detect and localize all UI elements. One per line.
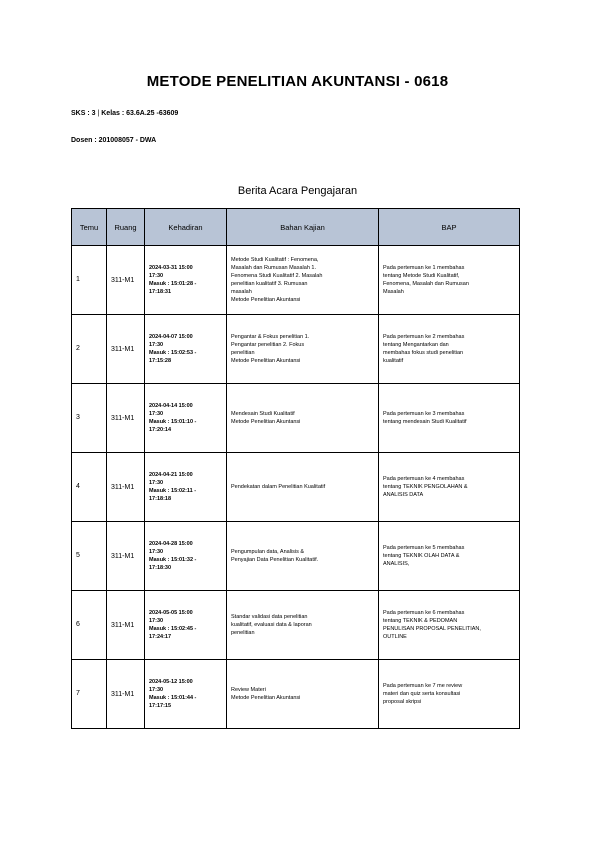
bahan-line: Standar validasi data penelitian <box>231 614 308 620</box>
bahan-line: Metode Penelitian Akuntansi <box>231 695 301 701</box>
cell-ruang: 311-M1 <box>107 660 145 729</box>
cell-temu: 6 <box>72 591 107 660</box>
cell-kehadiran <box>145 453 227 522</box>
bahan-line: Review Materi <box>231 687 266 693</box>
table-row <box>72 453 520 522</box>
bap-line: OUTLINE <box>383 634 407 640</box>
bap-line: Masalah <box>383 289 404 295</box>
bap-line: materi dan quiz serta konsultasi <box>383 691 461 697</box>
cell-ruang: 311-M1 <box>107 591 145 660</box>
kehadiran-line: Masuk : 15:01:10 - <box>149 419 197 425</box>
bap-line: Pada pertemuan ke 1 membahas <box>383 265 465 271</box>
bahan-line: Masalah dan Rumusan Masalah 1. <box>231 265 316 271</box>
kehadiran-line: 17:30 <box>149 480 164 486</box>
kehadiran-line: 17:30 <box>149 342 164 348</box>
table-header-row <box>72 209 520 246</box>
bap-line: tentang TEKNIK PENGOLAHAN & <box>383 484 468 490</box>
bahan-line: penelitian <box>231 350 255 356</box>
table-row <box>72 315 520 384</box>
cell-ruang: 311-M1 <box>107 522 145 591</box>
cell-kehadiran <box>145 315 227 384</box>
kehadiran-line: 17:24:17 <box>149 634 172 640</box>
kehadiran-line: 17:18:18 <box>149 496 172 502</box>
cell-ruang: 311-M1 <box>107 384 145 453</box>
cell-bap <box>379 384 520 453</box>
kehadiran-line: Masuk : 15:01:32 - <box>149 557 197 563</box>
bap-line: Pada pertemuan ke 4 membahas <box>383 476 465 482</box>
bahan-line: Pendekatan dalam Penelitian Kualitatif <box>231 484 326 490</box>
bap-line: Pada pertemuan ke 3 membahas <box>383 411 465 417</box>
cell-temu: 7 <box>72 660 107 729</box>
bahan-line: Metode Penelitian Akuntansi <box>231 358 301 364</box>
kehadiran-line: Masuk : 15:01:28 - <box>149 281 197 287</box>
cell-ruang: 311-M1 <box>107 246 145 315</box>
sks-label: SKS : 3 <box>71 110 96 117</box>
cell-bap <box>379 522 520 591</box>
bahan-line: Pengantar penelitian 2. Fokus <box>231 342 305 348</box>
kehadiran-line: Masuk : 15:02:45 - <box>149 626 197 632</box>
course-meta <box>71 110 178 117</box>
kelas-label: Kelas : 63.6A.25 -63609 <box>101 110 179 117</box>
bahan-line: Metode Studi Kualitatif : Fenomena, <box>231 257 319 263</box>
cell-bap <box>379 660 520 729</box>
cell-ruang: 311-M1 <box>107 453 145 522</box>
bap-line: Pada pertemuan ke 2 membahas <box>383 334 465 340</box>
kehadiran-line: 2024-04-07 15:00 <box>149 334 193 340</box>
bahan-line: penelitian kualitatif 3. Rumusan <box>231 281 308 287</box>
cell-ruang: 311-M1 <box>107 315 145 384</box>
cell-temu: 1 <box>72 246 107 315</box>
column-header-temu: Temu <box>72 209 107 246</box>
column-header-bahan-kajian: Bahan Kajian <box>227 209 379 246</box>
cell-kehadiran <box>145 660 227 729</box>
kehadiran-line: 17:18:30 <box>149 565 172 571</box>
cell-bap <box>379 315 520 384</box>
cell-kehadiran <box>145 522 227 591</box>
cell-temu: 3 <box>72 384 107 453</box>
bahan-line: penelitian <box>231 630 255 636</box>
bap-line: tentang Mengantarkan dan <box>383 342 449 348</box>
kehadiran-line: Masuk : 15:02:53 - <box>149 350 197 356</box>
bap-line: kualitatif <box>383 358 404 364</box>
bap-line: Pada pertemuan ke 6 membahas <box>383 610 465 616</box>
bahan-line: Penyajian Data Penelitian Kualitatif. <box>231 557 319 563</box>
bap-line: Pada pertemuan ke 7 me review <box>383 683 463 689</box>
kehadiran-line: 17:15:28 <box>149 358 172 364</box>
kehadiran-line: 17:30 <box>149 687 164 693</box>
bap-line: Fenomena, Masalah dan Rumusan <box>383 281 469 287</box>
cell-bap <box>379 246 520 315</box>
cell-temu: 4 <box>72 453 107 522</box>
column-header-ruang: Ruang <box>107 209 145 246</box>
bap-line: Pada pertemuan ke 5 membahas <box>383 545 465 551</box>
cell-bahan-kajian <box>227 384 379 453</box>
kehadiran-line: 17:18:31 <box>149 289 172 295</box>
cell-bahan-kajian <box>227 246 379 315</box>
bahan-line: kualitatif, evaluasi data & laporan <box>231 622 312 628</box>
cell-bahan-kajian <box>227 453 379 522</box>
kehadiran-line: 2024-04-28 15:00 <box>149 541 193 547</box>
bahan-line: Pengantar & Fokus penelitian 1. <box>231 334 310 340</box>
column-header-bap: BAP <box>379 209 520 246</box>
dosen-label: Dosen : 201008057 - DWA <box>71 137 157 144</box>
cell-kehadiran <box>145 384 227 453</box>
bap-line: tentang TEKNIK OLAH DATA & <box>383 553 460 559</box>
kehadiran-line: 17:20:14 <box>149 427 172 433</box>
cell-kehadiran <box>145 246 227 315</box>
bap-line: PENULISAN PROPOSAL PENELITIAN, <box>383 626 481 632</box>
table-row <box>72 246 520 315</box>
kehadiran-line: 17:30 <box>149 618 164 624</box>
table-row <box>72 660 520 729</box>
table-row <box>72 384 520 453</box>
bahan-line: masalah <box>231 289 252 295</box>
cell-bap <box>379 591 520 660</box>
kehadiran-line: 2024-05-12 15:00 <box>149 679 193 685</box>
bap-line: tentang mendesain Studi Kualitatif <box>383 419 467 425</box>
bap-line: tentang TEKNIK & PEDOMAN <box>383 618 458 624</box>
cell-temu: 2 <box>72 315 107 384</box>
cell-bahan-kajian <box>227 315 379 384</box>
cell-bahan-kajian <box>227 591 379 660</box>
meta-separator: | <box>97 110 100 117</box>
column-header-kehadiran: Kehadiran <box>145 209 227 246</box>
kehadiran-line: Masuk : 15:02:11 - <box>149 488 197 494</box>
bahan-line: Fenomena Studi Kualitatif 2. Masalah <box>231 273 323 279</box>
kehadiran-line: 17:30 <box>149 411 164 417</box>
bahan-line: Mendesain Studi Kualitatif <box>231 411 295 417</box>
bahan-line: Metode Penelitian Akuntansi <box>231 297 301 303</box>
table-row <box>72 522 520 591</box>
kehadiran-line: 17:30 <box>149 273 164 279</box>
bap-table <box>71 208 520 729</box>
kehadiran-line: 2024-03-31 15:00 <box>149 265 193 271</box>
section-title: Berita Acara Pengajaran <box>237 185 358 197</box>
kehadiran-line: 2024-04-14 15:00 <box>149 403 193 409</box>
kehadiran-line: 2024-05-05 15:00 <box>149 610 193 616</box>
kehadiran-line: 17:30 <box>149 549 164 555</box>
bap-line: tentang Metode Studi Kualitatif, <box>383 273 460 279</box>
cell-kehadiran <box>145 591 227 660</box>
bap-line: ANALISIS DATA <box>383 492 424 498</box>
bap-line: proposal skripsi <box>383 699 422 705</box>
kehadiran-line: Masuk : 15:01:44 - <box>149 695 197 701</box>
table-body <box>72 246 520 729</box>
cell-bahan-kajian <box>227 660 379 729</box>
bap-line: membahas fokus studi penelitian <box>383 350 464 356</box>
table-row <box>72 591 520 660</box>
bahan-line: Metode Penelitian Akuntansi <box>231 419 301 425</box>
kehadiran-line: 2024-04-21 15:00 <box>149 472 193 478</box>
cell-temu: 5 <box>72 522 107 591</box>
page-title: METODE PENELITIAN AKUNTANSI - 0618 <box>146 73 449 90</box>
cell-bap <box>379 453 520 522</box>
bahan-line: Pengumpulan data, Analisis & <box>231 549 305 555</box>
kehadiran-line: 17:17:15 <box>149 703 172 709</box>
bap-line: ANALISIS, <box>383 561 410 567</box>
cell-bahan-kajian <box>227 522 379 591</box>
